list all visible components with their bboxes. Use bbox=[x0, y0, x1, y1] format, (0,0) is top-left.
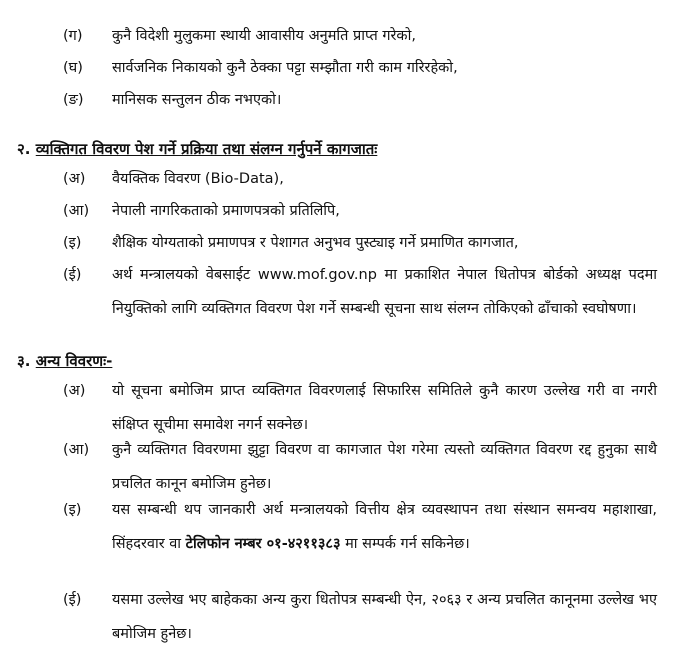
item-marker: (इ) bbox=[63, 502, 82, 518]
section-title: अन्य विवरणः- bbox=[35, 352, 113, 370]
section-number: २. bbox=[17, 140, 31, 158]
item-text: सार्वजनिक निकायको कुनै ठेक्का पट्टा सम्झौता गरी काम गरिरहेको, bbox=[112, 60, 458, 76]
item-marker: (इ) bbox=[63, 235, 82, 251]
item-marker: (घ) bbox=[63, 60, 83, 76]
item-marker: (ई) bbox=[63, 267, 82, 283]
section-number: ३. bbox=[17, 352, 31, 370]
item-text: कुनै व्यक्तिगत विवरणमा झुट्टा विवरण वा कागजात पेश गरेमा त्यस्तो व्यक्तिगत विवरण रद्द हुनुका साथै प्रचलित कानून बमोजिम हुनेछ। bbox=[112, 442, 657, 492]
item-text-part: मा सम्पर्क गर्न सकिनेछ। bbox=[345, 536, 470, 552]
section-2-heading bbox=[17, 139, 377, 159]
item-marker: (ई) bbox=[63, 592, 82, 608]
item-text: मानिसक सन्तुलन ठीक नभएको। bbox=[112, 92, 282, 108]
item-text: नेपाली नागरिकताको प्रमाणपत्रको प्रतिलिपि, bbox=[112, 203, 340, 219]
item-marker: (ग) bbox=[63, 28, 83, 44]
item-text: यो सूचना बमोजिम प्राप्त व्यक्तिगत विवरणलाई सिफारिस समितिले कुनै कारण उल्लेख गरी वा नगरी संक्षिप्त सूचीमा समावेश नगर्न सक्नेछ। bbox=[112, 383, 657, 433]
item-text: शैक्षिक योग्यताको प्रमाणपत्र र पेशागत अनुभव पुस्ट्याइ गर्ने प्रमाणित कागजात, bbox=[112, 235, 519, 251]
section-title: व्यक्तिगत विवरण पेश गर्ने प्रक्रिया तथा संलग्न गर्नुपर्ने कागजातः bbox=[35, 140, 378, 158]
item-text bbox=[112, 493, 657, 561]
item-text: वैयक्तिक विवरण (Bio-Data), bbox=[112, 171, 284, 187]
item-marker: (अ) bbox=[63, 171, 86, 187]
item-marker: (आ) bbox=[63, 442, 90, 458]
item-text: अर्थ मन्त्रालयको वेबसाईट www.mof.gov.np मा प्रकाशित नेपाल धितोपत्र बोर्डको अध्यक्ष पदमा नियुक्तिको लागि व्यक्तिगत विवरण पेश गर्ने सम्बन्धी सूचना साथ संलग्न तोकिएको ढाँचाको स्वघोषणा। bbox=[112, 267, 657, 317]
telephone-number: टेलिफोन नम्बर ०१-४२११३८३ bbox=[185, 536, 341, 552]
item-text: यसमा उल्लेख भए बाहेकका अन्य कुरा धितोपत्र सम्बन्धी ऐन, २०६३ र अन्य प्रचलित कानूनमा उल्लेख भए बमोजिम हुनेछ। bbox=[112, 592, 657, 642]
item-marker: (आ) bbox=[63, 203, 90, 219]
item-marker: (अ) bbox=[63, 383, 86, 399]
item-marker: (ङ) bbox=[63, 92, 84, 108]
item-text-part: यस सम्बन्धी थप जानकारी अर्थ मन्त्रालयको वित्तीय क्षेत्र व्यवस्थापन तथा संस्थान समन्वय महाशाखा, सिंहदरवार वा bbox=[112, 502, 657, 552]
item-text: कुनै विदेशी मुलुकमा स्थायी आवासीय अनुमति प्राप्त गरेको, bbox=[112, 28, 416, 44]
section-3-heading bbox=[17, 351, 112, 371]
